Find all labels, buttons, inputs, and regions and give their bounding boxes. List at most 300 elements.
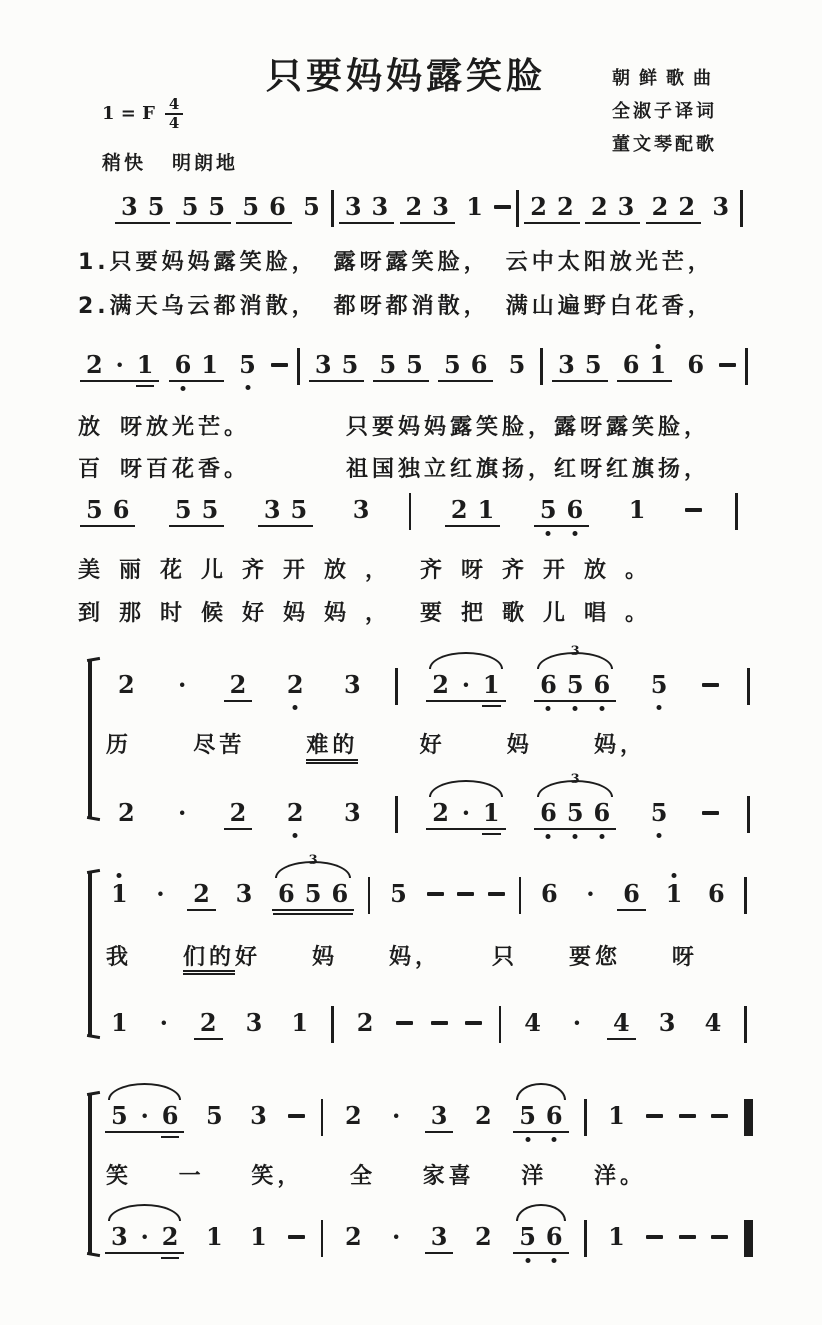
- note-group: [230, 881, 259, 907]
- note-digit: 5: [147, 192, 165, 221]
- note: [540, 800, 557, 826]
- note-group: [607, 1010, 636, 1040]
- note: [483, 800, 500, 826]
- barline: [584, 1220, 587, 1257]
- octave-dot-below: [657, 833, 662, 838]
- note-digit: 5: [242, 192, 260, 221]
- barline: [499, 1006, 502, 1043]
- note-digit: 6: [331, 879, 349, 908]
- note-digit: 2: [229, 798, 247, 827]
- note: [111, 881, 128, 907]
- note-digit: 5: [650, 798, 668, 827]
- barline: [735, 493, 738, 530]
- note-digit: 3: [432, 192, 449, 221]
- note-group: [425, 1103, 454, 1133]
- note: [475, 1224, 492, 1250]
- note: [111, 1103, 128, 1129]
- note-group: [645, 800, 674, 826]
- note: [113, 497, 130, 523]
- lyric-text: 呀放光芒。: [120, 415, 251, 440]
- lyric-line: [106, 1159, 646, 1190]
- lyric-text: 妈，: [593, 733, 646, 758]
- note: [651, 800, 668, 826]
- note-digit: 2: [286, 670, 304, 699]
- music-line: [80, 352, 748, 382]
- note-group: [552, 352, 607, 382]
- note-group: [660, 881, 689, 907]
- note-group: [105, 1010, 134, 1036]
- note-digit: 5: [566, 798, 584, 827]
- music-line-voice2: [105, 1224, 753, 1254]
- note-digit: 6: [541, 879, 558, 908]
- barline: [519, 877, 522, 914]
- note-digit: ·: [586, 879, 595, 908]
- octave-dot-below: [657, 705, 662, 710]
- note-digit: 1: [201, 350, 218, 379]
- note: [629, 497, 646, 523]
- lyric-underlined-text: 们的: [182, 945, 235, 970]
- note-digit: 6: [540, 798, 557, 827]
- note: [524, 1010, 541, 1036]
- bracket-serif-top: [87, 869, 100, 874]
- note: [567, 672, 584, 698]
- note: [666, 881, 683, 907]
- note-digit: 2: [474, 1222, 492, 1251]
- note-group: [699, 1010, 728, 1036]
- note-digit: 5: [208, 192, 226, 221]
- note-digit: ·: [461, 670, 471, 699]
- duration-dash: [711, 1114, 728, 1118]
- extra-beam-line: [482, 705, 501, 708]
- note: [345, 194, 362, 220]
- note-digit: ·: [392, 1101, 401, 1130]
- note: [509, 352, 526, 378]
- note-digit: 6: [593, 670, 611, 699]
- note: [111, 1010, 128, 1036]
- duration-dash: [679, 1114, 696, 1118]
- lyric-line: [78, 553, 678, 584]
- duration-dash: [702, 683, 719, 687]
- lyric-text: 祖国独立红旗扬，红呀红旗扬，: [345, 457, 710, 482]
- note: [291, 1010, 308, 1036]
- note-digit: 5: [201, 495, 219, 524]
- note-digit: 3: [371, 192, 389, 221]
- note: [201, 352, 218, 378]
- note-group: [112, 672, 141, 698]
- note-digit: ·: [178, 798, 187, 827]
- note-digit: 2: [161, 1222, 179, 1251]
- note-digit: 1: [111, 1008, 128, 1037]
- lyric-line: [78, 452, 726, 483]
- duration-dot: [138, 1103, 152, 1129]
- note: [618, 194, 635, 220]
- note: [585, 352, 602, 378]
- slur-arc: [429, 652, 502, 669]
- note-group: [339, 194, 394, 224]
- duration-dot: [153, 881, 167, 907]
- music-line: [80, 497, 738, 527]
- duration-dot: [113, 352, 127, 378]
- note-group: [383, 1224, 409, 1250]
- note-digit: 5: [290, 495, 308, 524]
- note-digit: 2: [474, 1101, 492, 1130]
- note-digit: 3: [235, 879, 253, 908]
- note-digit: 1: [628, 495, 646, 524]
- note-digit: ·: [159, 1008, 168, 1037]
- note-group: [645, 672, 674, 698]
- note: [623, 352, 640, 378]
- triplet-number: 3: [308, 853, 318, 868]
- note-group: [534, 644, 616, 702]
- system-bracket: [86, 872, 98, 1036]
- note-digit: 3: [430, 1101, 448, 1130]
- note-group: [187, 881, 216, 911]
- duration-dash: [431, 1021, 448, 1025]
- note-group: [524, 194, 579, 224]
- note-digit: 3: [344, 670, 361, 699]
- note: [344, 800, 361, 826]
- note-group: [281, 672, 310, 698]
- barline: [540, 348, 543, 385]
- extra-beam-line: [161, 1257, 180, 1260]
- note-group: [169, 800, 195, 826]
- note: [432, 800, 449, 826]
- barline: [744, 877, 747, 914]
- note: [649, 352, 666, 378]
- note-group: [112, 800, 141, 826]
- note-digit: 5: [174, 495, 192, 524]
- note: [406, 352, 423, 378]
- note-digit: 6: [269, 192, 286, 221]
- note: [269, 194, 286, 220]
- note: [541, 881, 558, 907]
- note-group: [309, 352, 364, 382]
- note-digit: 6: [622, 350, 640, 379]
- lyric-gap: [266, 410, 346, 441]
- note: [478, 497, 495, 523]
- bracket-serif-bottom: [87, 1034, 100, 1039]
- duration-dash: [494, 205, 511, 209]
- note-digit: 3: [712, 192, 730, 221]
- note-group: [702, 881, 731, 907]
- octave-dot-below: [245, 385, 250, 390]
- duration-dot: [570, 1010, 584, 1036]
- lyric-text: 要把歌儿唱。: [420, 601, 667, 626]
- note-digit: 1: [482, 798, 500, 827]
- note-group: [513, 1103, 568, 1133]
- duration-dash: [396, 1021, 413, 1025]
- note-group: [373, 352, 428, 382]
- octave-dot-below: [573, 706, 578, 711]
- note: [687, 352, 704, 378]
- duration-dash: [711, 1235, 728, 1239]
- note-digit: 5: [584, 350, 602, 379]
- extra-beam-line: [136, 385, 155, 388]
- note-digit: 2: [530, 192, 547, 221]
- note-group: [244, 1224, 273, 1250]
- note-digit: 3: [344, 798, 361, 827]
- octave-dot-below: [573, 834, 578, 839]
- note-digit: 3: [617, 192, 635, 221]
- note: [342, 352, 359, 378]
- duration-dash: [271, 363, 288, 367]
- note-digit: 5: [205, 1101, 223, 1130]
- octave-dot-below: [525, 1258, 530, 1263]
- duration-dash: [719, 363, 736, 367]
- time-signature-numerator: 4: [165, 96, 183, 115]
- bracket-stem: [88, 1094, 92, 1254]
- note-group: [339, 1103, 368, 1129]
- note: [250, 1103, 267, 1129]
- lyric-line: [78, 410, 726, 441]
- note: [118, 672, 135, 698]
- note-digit: ·: [178, 670, 187, 699]
- credits-block: [612, 62, 720, 161]
- lyric-text: 我: [106, 945, 133, 970]
- note-group: [534, 497, 589, 527]
- note: [202, 497, 219, 523]
- lyric-gap: [266, 452, 346, 483]
- barline: [516, 190, 519, 227]
- note-group: [400, 194, 455, 224]
- extra-beam-line: [482, 833, 501, 836]
- note-digit: 3: [111, 1222, 128, 1251]
- note: [175, 497, 192, 523]
- note-group: [80, 497, 135, 527]
- duration-dash: [465, 1021, 482, 1025]
- barline: [747, 796, 750, 833]
- note: [483, 672, 500, 698]
- lyric-line: [78, 289, 726, 320]
- note-digit: 2: [118, 798, 135, 827]
- duration-dot: [459, 672, 473, 698]
- note-group: [233, 352, 262, 378]
- bracket-serif-top: [87, 1091, 100, 1096]
- barline: [747, 668, 750, 705]
- final-barline: [744, 1099, 753, 1136]
- note-group: [169, 497, 224, 527]
- note-digit: 6: [708, 879, 725, 908]
- note-digit: 2: [229, 670, 247, 699]
- note-digit: 3: [558, 350, 575, 379]
- note: [519, 1224, 536, 1250]
- note-group: [469, 1224, 498, 1250]
- octave-dot-above: [671, 873, 676, 878]
- note-group: [200, 1224, 229, 1250]
- note-digit: 1: [665, 879, 683, 908]
- music-line-voice2: [105, 1010, 747, 1040]
- barline: [321, 1220, 324, 1257]
- note-digit: 5: [303, 192, 320, 221]
- octave-dot-below: [180, 386, 185, 391]
- barline: [395, 668, 398, 705]
- time-signature: [165, 96, 183, 131]
- duration-dot: [138, 1224, 152, 1250]
- note-digit: 5: [519, 1222, 536, 1251]
- note: [594, 800, 611, 826]
- note: [652, 194, 669, 220]
- note-digit: 6: [566, 495, 584, 524]
- note-group: [147, 881, 173, 907]
- note-group: [383, 1103, 409, 1129]
- note: [182, 194, 199, 220]
- note-group: [169, 352, 224, 382]
- note: [557, 194, 574, 220]
- note-digit: 2: [405, 192, 423, 221]
- slur-arc: [516, 1083, 565, 1100]
- note-group: [105, 881, 134, 907]
- note: [193, 881, 210, 907]
- lyric-text: 家喜: [422, 1164, 475, 1189]
- note: [148, 194, 165, 220]
- note-group: [564, 1010, 590, 1036]
- octave-dot-below: [293, 705, 298, 710]
- lyric-text: 要您: [568, 945, 621, 970]
- lyric-line: [78, 245, 726, 276]
- note-digit: 5: [379, 350, 397, 379]
- note-digit: ·: [156, 879, 165, 908]
- barline: [745, 348, 748, 385]
- note-digit: 6: [112, 495, 130, 524]
- octave-dot-below: [552, 1258, 557, 1263]
- note: [540, 672, 557, 698]
- note-group: [681, 352, 710, 378]
- lyric-text: 只: [491, 945, 518, 970]
- note: [608, 1224, 625, 1250]
- note-group: [426, 672, 505, 702]
- duration-dash: [646, 1114, 663, 1118]
- note: [372, 194, 389, 220]
- note: [175, 352, 192, 378]
- note-digit: 4: [524, 1008, 541, 1037]
- note-digit: 5: [390, 879, 407, 908]
- barline: [584, 1099, 587, 1136]
- barline: [740, 190, 743, 227]
- note-digit: 1: [136, 350, 154, 379]
- note: [451, 497, 468, 523]
- note-digit: 1: [608, 1101, 625, 1130]
- note-digit: 1: [466, 192, 483, 221]
- duration-dash: [702, 811, 719, 815]
- note-group: [445, 497, 500, 527]
- lyric-text: 齐呀齐开放。: [420, 558, 667, 583]
- lyric-text: 1.只要妈妈露笑脸，: [78, 250, 318, 275]
- note: [246, 1010, 263, 1036]
- note: [242, 194, 259, 220]
- note: [678, 194, 695, 220]
- note-digit: ·: [140, 1101, 149, 1130]
- note-digit: 2: [678, 192, 696, 221]
- note: [206, 1224, 223, 1250]
- lyric-text: 满山遍野白花香，: [505, 294, 714, 319]
- note-group: [151, 1010, 177, 1036]
- note: [708, 881, 725, 907]
- note-group: [469, 1103, 498, 1129]
- duration-dash: [288, 1235, 305, 1239]
- note-group: [105, 1103, 184, 1133]
- note-digit: 5: [650, 670, 668, 699]
- duration-dot: [389, 1224, 403, 1250]
- note: [230, 800, 247, 826]
- note-group: [258, 497, 313, 527]
- duration-dash: [488, 892, 505, 896]
- note-digit: 6: [470, 350, 488, 379]
- barline: [409, 493, 412, 530]
- note-group: [384, 881, 413, 907]
- lyric-text: 笑: [106, 1164, 133, 1189]
- note-group: [224, 800, 253, 830]
- note: [432, 672, 449, 698]
- octave-dot-above: [117, 873, 122, 878]
- octave-dot-below: [546, 834, 551, 839]
- key-label: 1 = F: [102, 103, 155, 124]
- note-group: [105, 1224, 184, 1254]
- note-group: [623, 497, 652, 523]
- note-digit: ·: [461, 798, 471, 827]
- note: [137, 352, 154, 378]
- note-digit: ·: [572, 1008, 582, 1037]
- lyric-text: 全: [349, 1164, 376, 1189]
- note: [540, 497, 557, 523]
- time-signature-denominator: 4: [168, 114, 180, 132]
- note: [278, 881, 295, 907]
- lyric-text: [183, 940, 261, 971]
- note-digit: 5: [239, 350, 256, 379]
- barline: [395, 796, 398, 833]
- note-group: [535, 881, 564, 907]
- slur-arc: [108, 1083, 181, 1100]
- note-digit: 3: [121, 192, 138, 221]
- note-digit: 5: [181, 192, 199, 221]
- tempo-marking: [102, 148, 264, 175]
- note-digit: 6: [161, 1101, 179, 1130]
- note: [519, 1103, 536, 1129]
- octave-dot-below: [599, 706, 604, 711]
- note: [287, 672, 304, 698]
- tempo-word-1: 稍快: [102, 152, 147, 174]
- note-group: [460, 194, 489, 220]
- note-digit: 2: [199, 1008, 217, 1037]
- barline: [368, 877, 371, 914]
- octave-dot-below: [546, 706, 551, 711]
- note: [264, 497, 281, 523]
- lyric-text: 只要妈妈露笑脸，露呀露笑脸，: [345, 415, 710, 440]
- note-group: [518, 1010, 547, 1036]
- note-group: [617, 352, 672, 382]
- note-group: [272, 853, 354, 911]
- note-digit: 2: [286, 798, 304, 827]
- note-group: [338, 672, 367, 698]
- extra-beam-line: [161, 1136, 180, 1139]
- bracket-serif-top: [87, 657, 100, 662]
- note: [567, 497, 584, 523]
- music-line-voice1: [105, 1103, 753, 1133]
- note: [353, 497, 370, 523]
- music-line-voice1: [105, 853, 747, 911]
- note-digit: 2: [118, 670, 135, 699]
- note-digit: 1: [205, 1222, 223, 1251]
- note-digit: 6: [540, 670, 557, 699]
- note-digit: 1: [482, 670, 500, 699]
- bracket-stem: [88, 660, 92, 818]
- credit-origin: 朝鲜歌曲: [612, 68, 720, 89]
- note-digit: 6: [687, 350, 705, 379]
- note: [162, 1103, 179, 1129]
- triplet-number: 3: [570, 644, 580, 659]
- note: [345, 1224, 362, 1250]
- note-digit: 5: [111, 1101, 128, 1130]
- note-group: [585, 194, 640, 224]
